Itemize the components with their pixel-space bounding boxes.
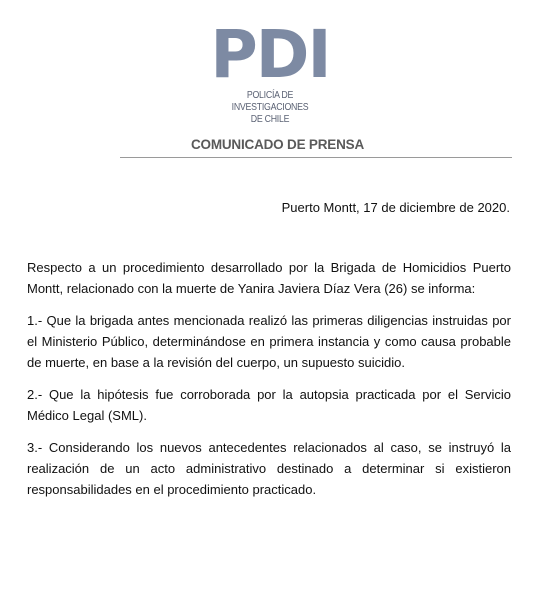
logo-mark: PDI (210, 16, 330, 93)
logo-subtitle (208, 90, 331, 126)
logo-subtitle-line2: DE CHILE (250, 114, 290, 125)
date-line: Puerto Montt, 17 de diciembre de 2020. (281, 200, 510, 215)
intro-paragraph: Respecto a un procedimiento desarrollado por la Brigada de Homicidios Puerto Montt, relacionado con la muerte de Yanira Javiera Díaz Vera (26) se informa: (27, 260, 511, 296)
pdi-logo (200, 16, 340, 126)
logo-subtitle-line1: POLICÍA DE INVESTIGACIONES (231, 90, 309, 113)
heading-rule (120, 136, 512, 158)
page-title: COMUNICADO DE PRENSA (190, 137, 364, 152)
item-3-paragraph: 3.- Considerando los nuevos antecedentes relacionados al caso, se instruyó la realización de un acto administrativo destinado a determinar si existieron responsabilidades en el procedimiento practicado. (27, 440, 511, 497)
item-2-paragraph: 2.- Que la hipótesis fue corroborada por la autopsia practicada por el Servicio Médico Legal (SML). (27, 387, 511, 423)
body-text (27, 257, 511, 511)
item-1-paragraph: 1.- Que la brigada antes mencionada realizó las primeras diligencias instruidas por el Ministerio Público, determinándose en primera instancia y como causa probable de muerte, en base a la revisión del cuerpo, un supuesto suicidio. (27, 313, 511, 370)
